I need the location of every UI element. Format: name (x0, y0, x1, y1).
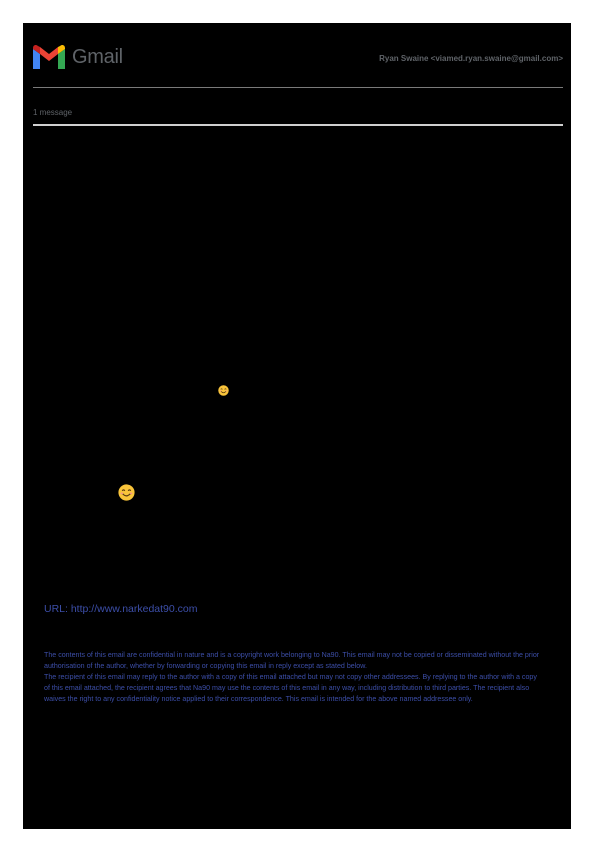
print-header (33, 42, 563, 76)
disclaimer-paragraph: The contents of this email are confidential in nature and is a copyright work belonging to Na90. This email may not be copied or disseminated without the prior authorisation of the author, whether by forwarding or copying this email in reply except as stated below. (44, 651, 540, 671)
message-count: 1 message (33, 108, 73, 117)
email-print-page (23, 23, 571, 829)
header-divider (33, 87, 563, 88)
sender-address: Ryan Swaine <viamed.ryan.swaine@gmail.com> (379, 54, 563, 63)
url-label: URL: (44, 603, 71, 615)
thread-divider (33, 124, 563, 126)
disclaimer-paragraph: The recipient of this email may reply to the author with a copy of this email attached but may not copy other addressees. By replying to the author with a copy of this email attached, the recipient agrees that Na90 may use the contents of this email in any way, including distribution to third parties. The recipient also waives the right to any confidentiality notice applied to their correspondence. This email is intended for the above named addressee only. (44, 673, 537, 704)
smiling-face-icon (118, 484, 135, 501)
signature-url (44, 603, 198, 615)
gmail-logo-icon (33, 45, 65, 69)
app-name: Gmail (72, 46, 123, 68)
website-link[interactable]: http://www.narkedat90.com (70, 603, 198, 615)
confidentiality-disclaimer (44, 650, 544, 705)
smiling-face-icon (218, 385, 229, 396)
